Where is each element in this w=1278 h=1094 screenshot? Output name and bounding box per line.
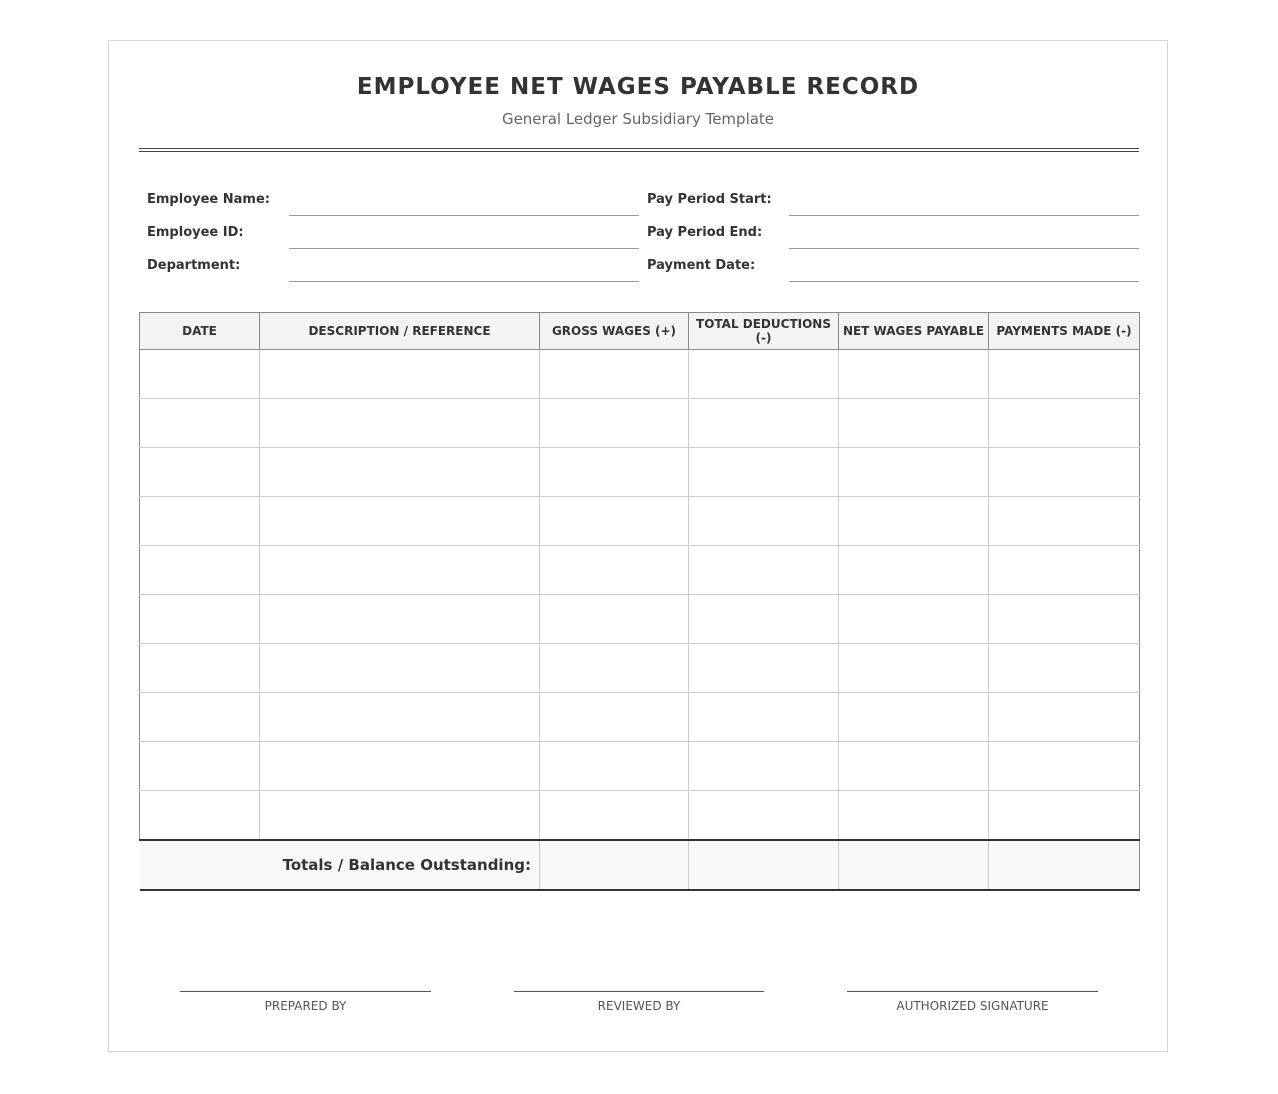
totals-net-wages-cell[interactable] [839, 840, 989, 890]
net-wages-payable-cell[interactable] [839, 350, 989, 399]
date-cell[interactable] [140, 742, 260, 791]
total-deductions-cell[interactable] [689, 791, 839, 841]
payments-made-cell[interactable] [989, 497, 1140, 546]
description-cell[interactable] [260, 546, 540, 595]
table-row [140, 791, 1140, 841]
table-row [140, 497, 1140, 546]
prepared-by-label: PREPARED BY [264, 999, 347, 1013]
payments-made-cell[interactable] [989, 448, 1140, 497]
date-cell[interactable] [140, 693, 260, 742]
ledger-sheet [108, 40, 1168, 1052]
total-deductions-cell[interactable] [689, 644, 839, 693]
gross-wages-cell[interactable] [540, 546, 689, 595]
table-row [140, 595, 1140, 644]
date-cell[interactable] [140, 350, 260, 399]
date-cell[interactable] [140, 399, 260, 448]
net-wages-payable-cell[interactable] [839, 595, 989, 644]
payments-made-cell[interactable] [989, 399, 1140, 448]
totals-payments-made-cell[interactable] [989, 840, 1140, 890]
gross-wages-cell[interactable] [540, 644, 689, 693]
date-cell[interactable] [140, 497, 260, 546]
totals-total-deductions-cell[interactable] [689, 840, 839, 890]
total-deductions-cell[interactable] [689, 546, 839, 595]
totals-label: Totals / Balance Outstanding: [140, 840, 540, 890]
date-cell[interactable] [140, 595, 260, 644]
table-row [140, 448, 1140, 497]
payments-made-cell[interactable] [989, 350, 1140, 399]
total-deductions-cell[interactable] [689, 595, 839, 644]
table-row [140, 350, 1140, 399]
page-title: EMPLOYEE NET WAGES PAYABLE RECORD [356, 74, 920, 100]
gross-wages-cell[interactable] [540, 497, 689, 546]
employee-id-label: Employee ID: [147, 225, 244, 240]
net-wages-payable-cell[interactable] [839, 644, 989, 693]
net-wages-payable-cell[interactable] [839, 546, 989, 595]
description-cell[interactable] [260, 497, 540, 546]
net-wages-payable-cell[interactable] [839, 742, 989, 791]
prepared-by-signature-line[interactable] [180, 991, 431, 992]
payments-made-cell[interactable] [989, 546, 1140, 595]
authorized-signature-label: AUTHORIZED SIGNATURE [896, 999, 1049, 1013]
ledger-table [139, 312, 1140, 891]
gross-wages-cell[interactable] [540, 595, 689, 644]
description-cell[interactable] [260, 350, 540, 399]
payments-made-cell[interactable] [989, 693, 1140, 742]
column-header-total-deductions: TOTAL DEDUCTIONS (-) [689, 313, 839, 350]
gross-wages-cell[interactable] [540, 742, 689, 791]
table-row [140, 399, 1140, 448]
total-deductions-cell[interactable] [689, 742, 839, 791]
reviewed-by-signature-line[interactable] [514, 991, 764, 992]
net-wages-payable-cell[interactable] [839, 791, 989, 841]
pay-period-start-field[interactable] [789, 215, 1139, 216]
description-cell[interactable] [260, 595, 540, 644]
column-header-gross-wages: GROSS WAGES (+) [540, 313, 689, 350]
payment-date-label: Payment Date: [647, 258, 756, 273]
employee-name-field[interactable] [289, 215, 639, 216]
department-label: Department: [147, 258, 241, 273]
column-header-description: DESCRIPTION / REFERENCE [260, 313, 540, 350]
employee-name-label: Employee Name: [147, 192, 270, 207]
date-cell[interactable] [140, 791, 260, 841]
net-wages-payable-cell[interactable] [839, 693, 989, 742]
gross-wages-cell[interactable] [540, 399, 689, 448]
table-header-row [140, 313, 1140, 350]
total-deductions-cell[interactable] [689, 350, 839, 399]
payments-made-cell[interactable] [989, 742, 1140, 791]
gross-wages-cell[interactable] [540, 350, 689, 399]
total-deductions-cell[interactable] [689, 448, 839, 497]
payments-made-cell[interactable] [989, 791, 1140, 841]
gross-wages-cell[interactable] [540, 791, 689, 841]
total-deductions-cell[interactable] [689, 497, 839, 546]
column-header-payments-made: PAYMENTS MADE (-) [989, 313, 1140, 350]
header-divider [139, 148, 1139, 152]
date-cell[interactable] [140, 448, 260, 497]
table-row [140, 644, 1140, 693]
date-cell[interactable] [140, 644, 260, 693]
gross-wages-cell[interactable] [540, 448, 689, 497]
total-deductions-cell[interactable] [689, 693, 839, 742]
pay-period-end-field[interactable] [789, 248, 1139, 249]
page-subtitle: General Ledger Subsidiary Template [501, 110, 775, 128]
net-wages-payable-cell[interactable] [839, 399, 989, 448]
description-cell[interactable] [260, 448, 540, 497]
description-cell[interactable] [260, 693, 540, 742]
payments-made-cell[interactable] [989, 644, 1140, 693]
employee-id-field[interactable] [289, 248, 639, 249]
description-cell[interactable] [260, 791, 540, 841]
authorized-signature-line[interactable] [847, 991, 1098, 992]
description-cell[interactable] [260, 399, 540, 448]
table-row [140, 546, 1140, 595]
column-header-date: DATE [140, 313, 260, 350]
column-header-net-wages-payable: NET WAGES PAYABLE [839, 313, 989, 350]
gross-wages-cell[interactable] [540, 693, 689, 742]
pay-period-start-label: Pay Period Start: [647, 192, 772, 207]
table-row [140, 742, 1140, 791]
description-cell[interactable] [260, 644, 540, 693]
date-cell[interactable] [140, 546, 260, 595]
totals-row [140, 840, 1140, 890]
net-wages-payable-cell[interactable] [839, 497, 989, 546]
net-wages-payable-cell[interactable] [839, 448, 989, 497]
table-row [140, 693, 1140, 742]
pay-period-end-label: Pay Period End: [647, 225, 763, 240]
reviewed-by-label: REVIEWED BY [597, 999, 681, 1013]
payments-made-cell[interactable] [989, 595, 1140, 644]
total-deductions-cell[interactable] [689, 399, 839, 448]
department-field[interactable] [289, 281, 639, 282]
payment-date-field[interactable] [789, 281, 1139, 282]
totals-gross-wages-cell[interactable] [540, 840, 689, 890]
description-cell[interactable] [260, 742, 540, 791]
